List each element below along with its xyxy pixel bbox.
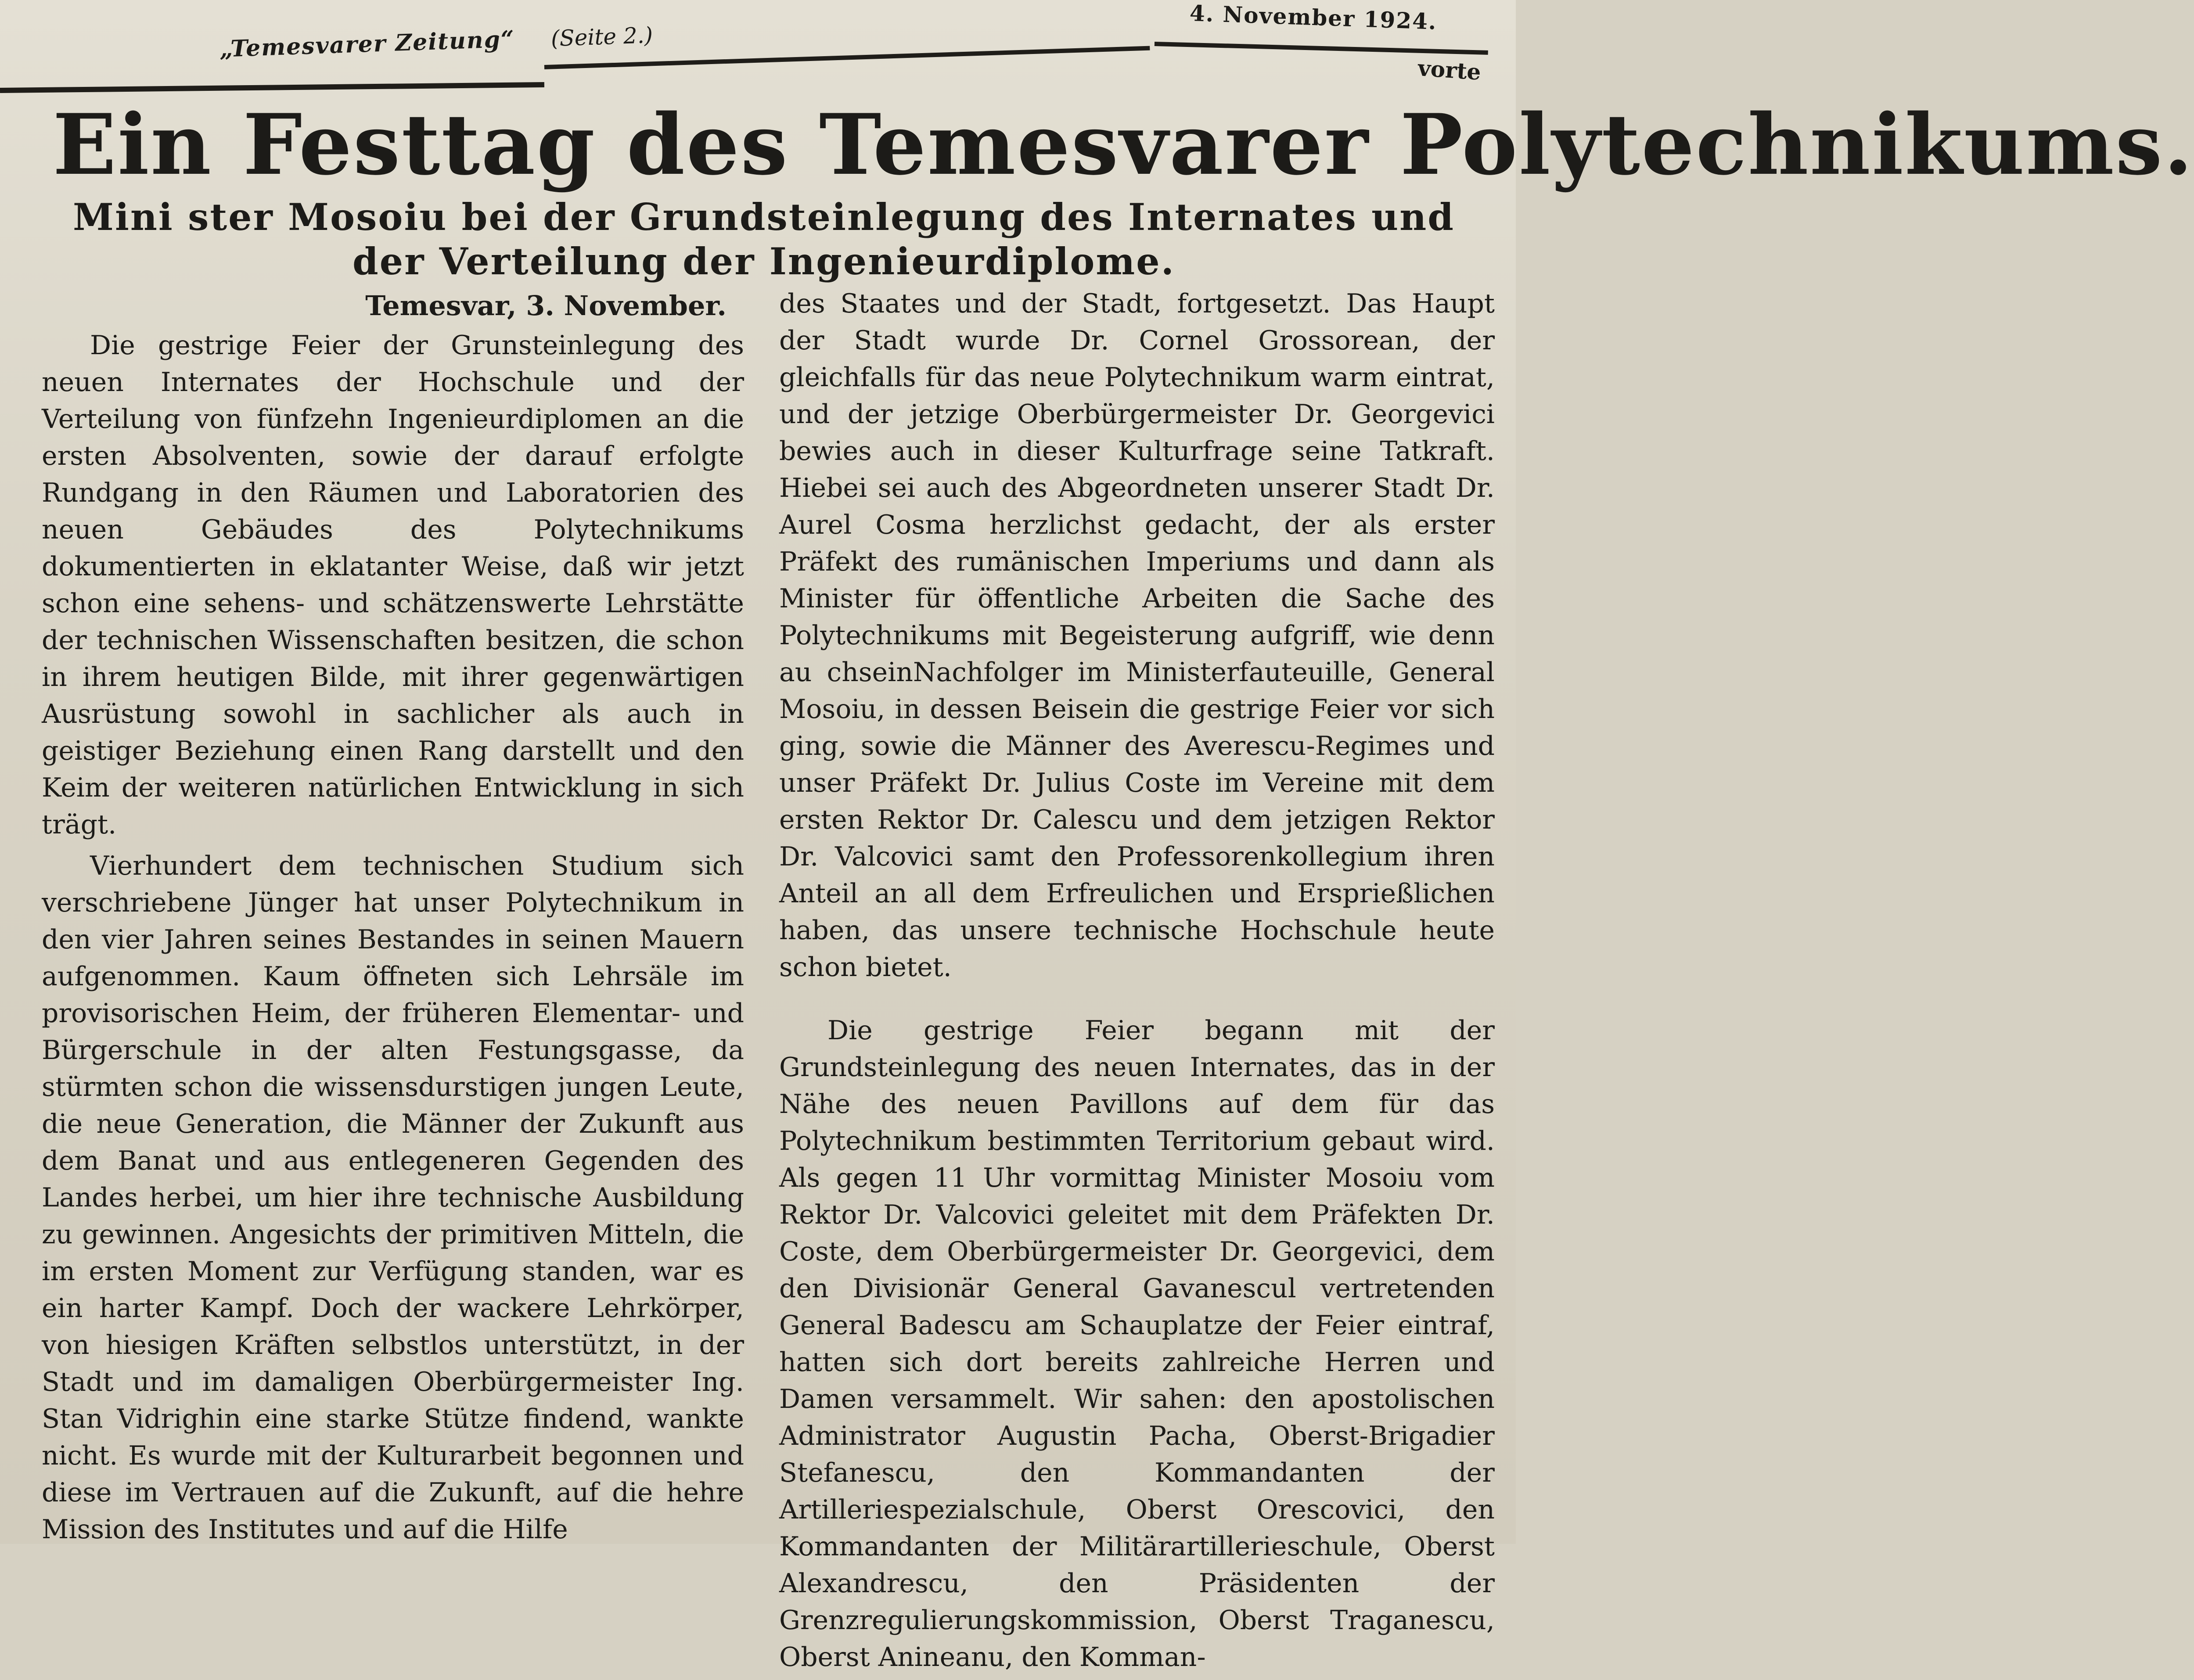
article-paragraph: des Staates und der Stadt, fortgesetzt. Das Haupt der Stadt wurde Dr. Cornel Grossorean, der gleichfalls für das neue Polytechnikum warm eintrat, und der jetzige Oberbürgermeister Dr. Georgevici bewies auch in dieser Kulturfrage seine Tatkraft. Hiebei sei auch des Abgeordneten unserer Stadt Dr. Aurel Cosma herzlichst gedacht, der als erster Präfekt des rumänischen Imperiums und dann als Minister für öffentliche Arbeiten die Sache des Polytechnikums mit Begeisterung aufgriff, wie denn au chseinNachfolger im Ministerfauteuille, General Mosoiu, in dessen Beisein die gestrige Feier vor sich ging, sowie die Männer des Averescu-Regimes und unser Präfekt Dr. Julius Coste im Vereine mit dem ersten Rektor Dr. Calescu und dem jetzigen Rektor Dr. Valcovici samt den Professorenkollegium ihren Anteil an all dem Erfreulichen und Ersprießlichen haben, das unsere technische Hochschule heute schon bietet.: [779, 288, 1495, 983]
article-paragraph: Die gestrige Feier der Grunsteinlegung des neuen Internates der Hochschule und der Verteilung von fünfzehn Ingenieurdiplomen an die ersten Absolventen, sowie der darauf erfolgte Rundgang in den Räumen und Laboratorien des neuen Gebäudes des Polytechnikums dokumentierten in eklatanter Weise, daß wir jetzt schon eine sehens- und schätzenswerte Lehrstätte der technischen Wissenschaften besitzen, die schon in ihrem heutigen Bilde, mit ihrer gegenwärtigen Ausrüstung sowohl in sachlicher als auch in geistiger Beziehung einen Rang darstellt und den Keim der weiteren natürlichen Entwicklung in sich trägt.: [42, 330, 744, 840]
article-headline: Ein Festtag des Temesvarer Polytechnikums.: [53, 96, 2194, 194]
article-dateline: Temesvar, 3. November.: [365, 290, 727, 322]
masthead-rule: [544, 46, 1150, 69]
article-paragraph: Vierhundert dem technischen Studium sich verschriebene Jünger hat unser Polytechnikum in den vier Jahren seines Bestandes in seinen Mauern aufgenommen. Kaum öffneten sich Lehrsäle im provisorischen Heim, der früheren Elementar- und Bürgerschule in der alten Festungsgasse, da stürmten schon die wissensdurstigen jungen Leute, die neue Generation, die Männer der Zukunft aus dem Banat und aus entlegeneren Gegenden des Landes herbei, um hier ihre technische Ausbildung zu gewinnen. Angesichts der primitiven Mitteln, die im ersten Moment zur Verfügung standen, war es ein harter Kampf. Doch der wackere Lehrkörper, von hiesigen Kräften selbstlos unterstützt, in der Stadt und im damaligen Oberbürgermeister Ing. Stan Vidrighin eine starke Stütze findend, wankte nicht. Es wurde mit der Kulturarbeit begonnen und diese im Vertrauen auf die Zukunft, auf die hehre Mission des Institutes und auf die Hilfe: [42, 851, 744, 1545]
masthead-rule: [0, 82, 544, 93]
page-number: (Seite 2.): [550, 22, 654, 52]
article-column-left: [42, 287, 744, 1552]
article-subheadline: Mini ster Mosoiu bei der Grundsteinlegung des Internates und der Verteilung der Ingenieurdiplome.: [72, 195, 1455, 283]
masthead: [0, 0, 1516, 101]
issue-date: 4. November 1924.: [1189, 0, 1438, 35]
newspaper-name: „Temesvarer Zeitung“: [219, 25, 515, 63]
masthead-rule: [1155, 42, 1488, 55]
article-column-right: [779, 285, 1495, 1680]
cut-off-text: vorte: [1417, 55, 1482, 85]
article-paragraph: Die gestrige Feier begann mit der Grundsteinlegung des neuen Internates, das in der Nähe des neuen Pavillons auf dem für das Polytechnikum bestimmten Territorium gebaut wird. Als gegen 11 Uhr vormittag Minister Mosoiu vom Rektor Dr. Valcovici geleitet mit dem Präfekten Dr. Coste, dem Oberbürgermeister Dr. Georgevici, dem den Divisionär General Gavanescul vertretenden General Badescu am Schauplatze der Feier eintraf, hatten sich dort bereits zahlreiche Herren und Damen versammelt. Wir sahen: den apostolischen Administrator Augustin Pacha, Oberst-Brigadier Stefanescu, den Kommandanten der Artilleriespezialschule, Oberst Orescovici, den Kommandanten der Militärartillerieschule, Oberst Alexandrescu, den Präsidenten der Grenzregulierungskommission, Oberst Traganescu, Oberst Anineanu, den Komman-: [779, 1015, 1495, 1673]
